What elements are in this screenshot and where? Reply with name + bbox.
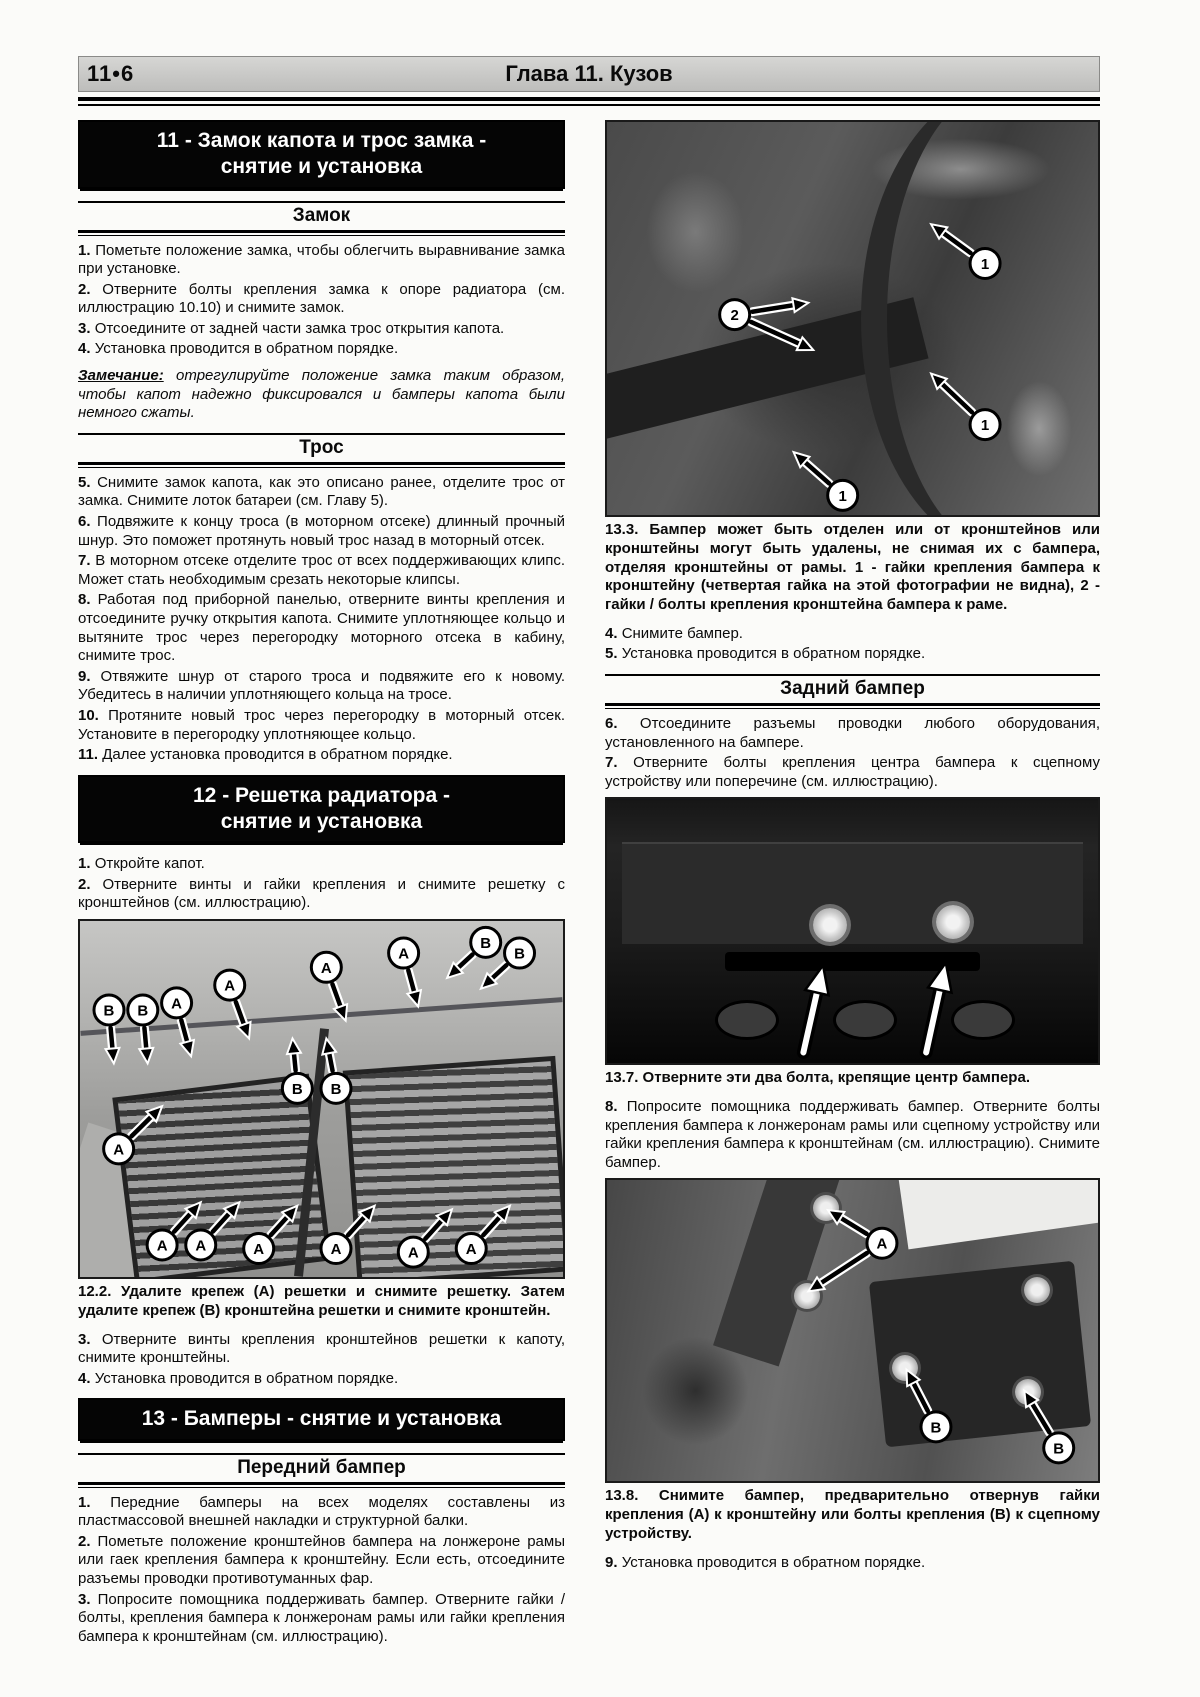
front-bumper-steps <box>78 1494 565 1647</box>
step: 1. Передние бамперы на всех моделях составлены из пластмассовой внешней накладки и структурной балки. <box>78 1493 566 1530</box>
note-paragraph <box>78 367 565 423</box>
rear-bumper-step-9 <box>605 1554 1100 1573</box>
svg-text:A: A <box>171 995 183 1013</box>
right-column <box>605 120 1100 1648</box>
left-column <box>78 120 565 1648</box>
step: 3. Отверните винты крепления кронштейнов решетки к капоту, снимите кронштейны. <box>78 1330 566 1367</box>
grille-steps-after <box>78 1331 565 1389</box>
step: 6. Отсоедините разъемы проводки любого оборудования, установленного на бампере. <box>605 714 1100 751</box>
svg-text:B: B <box>480 934 492 952</box>
svg-text:A: A <box>407 1244 419 1262</box>
section-12-header: 12 - Решетка радиатора - снятие и установка <box>78 775 565 844</box>
figure-13-7-caption: 13.7. Отверните эти два болта, крепящие центр бампера. <box>605 1069 1030 1087</box>
svg-text:B: B <box>137 1002 149 1020</box>
step: 5. Снимите замок капота, как это описано ранее, отделите трос от замка. Снимите лоток батареи (см. Главу 5). <box>78 473 565 510</box>
svg-text:1: 1 <box>980 255 990 273</box>
figure-13-8-rear-bumper-nuts-photo <box>605 1178 1100 1483</box>
step: 11. Далее установка проводится в обратном порядке. <box>78 746 453 764</box>
svg-text:A: A <box>113 1141 125 1159</box>
svg-text:B: B <box>514 945 525 963</box>
rear-bumper-step-8 <box>605 1098 1100 1172</box>
svg-text:A: A <box>195 1237 207 1255</box>
lock-steps <box>78 242 565 360</box>
cable-steps <box>78 474 565 765</box>
section-13-header: 13 - Бамперы - снятие и установка <box>78 1398 565 1440</box>
figure-12-2-grille-photo <box>78 919 565 1279</box>
svg-text:1: 1 <box>980 417 990 435</box>
grille-steps-before <box>78 855 565 913</box>
section-11-header: 11 - Замок капота и трос замка - снятие и установка <box>78 120 565 189</box>
svg-text:A: A <box>253 1241 265 1259</box>
step: 5. Установка проводится в обратном порядке. <box>605 645 926 663</box>
subheading-lock: Замок <box>78 201 565 236</box>
page-number: 11•6 <box>87 61 135 86</box>
subheading-front-bumper: Передний бампер <box>78 1453 565 1488</box>
step: 8. Попросите помощника поддерживать бампер. Отверните болты крепления бампера к лонжеронам рамы или сцепному устройству или гайки крепления бампера к кронштейнам (см. иллюстрацию). Снимите бампер. <box>605 1098 1100 1171</box>
svg-text:1: 1 <box>838 487 847 505</box>
two-column-layout <box>78 120 1100 1648</box>
svg-text:A: A <box>398 945 410 963</box>
step: 3. Попросите помощника поддерживать бампер. Отверните гайки / болты, крепления бампера к лонжеронам рамы или гайки крепления бампера к кронштейнам (см. иллюстрацию). <box>78 1590 565 1645</box>
step: 1. Откройте капот. <box>78 855 205 873</box>
svg-text:A: A <box>876 1236 888 1254</box>
svg-text:B: B <box>1053 1440 1065 1458</box>
front-bumper-final-steps <box>605 625 1100 664</box>
svg-text:B: B <box>103 1002 115 1020</box>
svg-text:2: 2 <box>730 307 739 325</box>
figure-13-3-caption: 13.3. Бампер может быть отделен или от кронштейнов или кронштейны могут быть удалены, не снимая их с бампера, отделяя кронштейны от рамы. 1 - гайки крепления бампера к кронштейну (четвертая гайка на этой фотографии не видна), 2 - гайки / болты крепления кронштейна бампера к раме. <box>605 521 1100 613</box>
svg-text:A: A <box>465 1241 477 1259</box>
step: 1. Пометьте положение замка, чтобы облегчить выравнивание замка при установке. <box>78 241 565 278</box>
note-text: отрегулируйте положение замка таким образом, чтобы капот надежно фиксировался и бамперы капота были немного сжаты. <box>78 367 566 422</box>
chapter-title: Глава 11. Кузов <box>505 61 673 86</box>
step: 6. Подвяжите к концу троса (в моторном отсеке) длинный прочный шнур. Это поможет протянуть новый трос назад в моторный отсек. <box>78 513 565 549</box>
step: 2. Отверните винты и гайки крепления и снимите решетку с кронштейнов (см. иллюстрацию). <box>78 875 565 912</box>
svg-text:B: B <box>291 1080 303 1098</box>
step: 2. Отверните болты крепления замка к опоре радиатора (см. иллюстрацию 10.10) и снимите замок. <box>78 280 565 317</box>
subheading-rear-bumper: Задний бампер <box>605 674 1100 709</box>
step: 8. Работая под приборной панелью, отверните винты крепления и отсоедините ручку открытия капота. Снимите уплотняющее кольцо и вытяните трос через перегородку моторного отсека в кабину, снимите трос. <box>78 591 565 665</box>
header-divider <box>78 97 1100 106</box>
figure-12-2-caption: 12.2. Удалите крепеж (А) решетки и снимите решетку. Затем удалите крепеж (В) кронштейна решетки и снимите кронштейн. <box>78 1283 565 1319</box>
svg-text:A: A <box>224 977 236 995</box>
step: 4. Снимите бампер. <box>605 624 743 642</box>
step: 3. Отсоедините от задней части замка трос открытия капота. <box>78 319 505 337</box>
svg-text:B: B <box>930 1419 942 1437</box>
step: 7. Отверните болты крепления центра бампера к сцепному устройству или поперечине (см. иллюстрацию). <box>605 754 1100 790</box>
step: 10. Протяните новый трос через перегородку в моторный отсек. Установите в перегородку уплотняющее кольцо. <box>78 706 565 743</box>
svg-text:A: A <box>156 1237 168 1255</box>
subheading-cable: Трос <box>78 433 565 468</box>
figure-13-8-caption: 13.8. Снимите бампер, предварительно отвернув гайки крепления (А) к кронштейну или болты крепления (В) к сцепному устройству. <box>605 1487 1100 1542</box>
svg-text:A: A <box>320 959 332 977</box>
page-header <box>78 56 1100 92</box>
note-label: Замечание: <box>78 367 164 385</box>
rear-bumper-steps-6-7 <box>605 715 1100 791</box>
step: 4. Установка проводится в обратном порядке. <box>78 1369 399 1387</box>
step: 9. Отвяжите шнур от старого троса и подвяжите его к новому. Убедитесь в наличии уплотняющего кольца на тросе. <box>78 667 566 704</box>
step: 9. Установка проводится в обратном порядке. <box>605 1553 926 1571</box>
step: 7. В моторном отсеке отделите трос от всех поддерживающих клипс. Может стать необходимым срезать некоторые клипсы. <box>78 552 565 588</box>
svg-text:B: B <box>330 1080 342 1098</box>
figure-13-3-bumper-bracket-photo <box>605 120 1100 517</box>
step: 4. Установка проводится в обратном порядке. <box>78 340 399 358</box>
svg-text:A: A <box>330 1241 342 1259</box>
figure-13-7-center-bolts-photo <box>605 797 1100 1065</box>
step: 2. Пометьте положение кронштейнов бампера на лонжероне рамы или гаек крепления бампера к кронштейну. Если есть, отсоедините разъемы проводки противотуманных фар. <box>78 1532 565 1587</box>
